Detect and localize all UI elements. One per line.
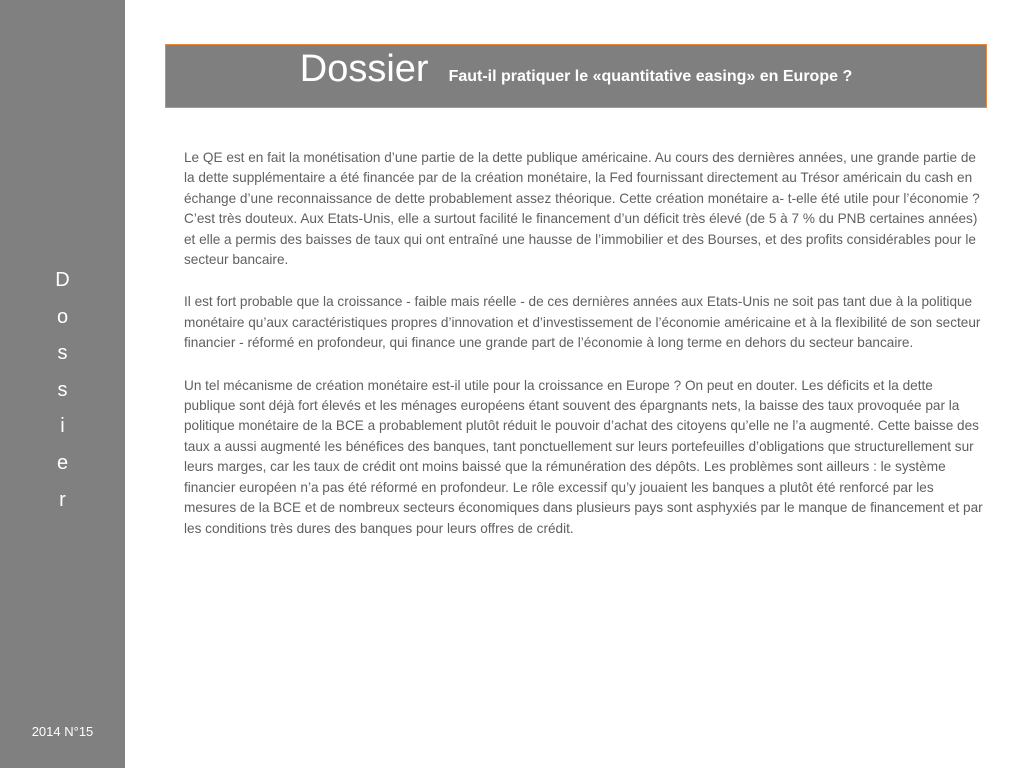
paragraph: Le QE est en fait la monétisation d’une partie de la dette publique américaine. Au cours des dernières années, une grande partie de la dette supplémentaire a été financée par de la création monétaire, la Fed fournissant directement au Trésor américain du cash en échange d’une reconnaissance de dette probablement assez théorique. Cette création monétaire a- t-elle été utile pour l’économie ? C’est très douteux. Aux Etats-Unis, elle a surtout facilité le financement d’un déficit très élevé (de 5 à 7 % du PNB certaines années) et elle a permis des baisses de taux qui ont entraîné une hausse de l’immobilier et des Bourses, et des profits considérables pour le secteur bancaire. <box>184 150 980 268</box>
title-banner <box>165 44 987 108</box>
sidebar-letter: e <box>56 451 69 474</box>
sidebar-letter: s <box>57 342 68 365</box>
sidebar <box>0 0 125 768</box>
page-title: Dossier <box>299 48 429 90</box>
sidebar-letter: i <box>60 415 65 438</box>
article-body <box>184 148 984 561</box>
paragraph: Il est fort probable que la croissance - faible mais réelle - de ces dernières années aux Etats-Unis ne soit pas tant due à la politique monétaire qu’aux caractéristiques propres d’innovation et d’investissement de l’économie américaine et à la flexibilité de son secteur financier - réformé en profondeur, qui finance une grande part de l’économie à long terme en dehors du secteur bancaire. <box>184 294 981 351</box>
sidebar-letter: s <box>57 378 68 401</box>
sidebar-vertical-title <box>0 262 125 518</box>
paragraph: Un tel mécanisme de création monétaire est-il utile pour la croissance en Europe ? On peut en douter. Les déficits et la dette publique sont déjà fort élevés et les ménages européens étant souvent des épargnants nets, la baisse des taux provoquée par la politique monétaire de la BCE a probablement plutôt réduit le pouvoir d’achat des citoyens qu’elle ne l’a augmenté. Cette baisse des taux a aussi augmenté les bénéfices des banques, tant ponctuellement sur leurs portefeuilles d’obligations que structurellement sur leurs marges, car les taux de crédit ont moins baissé que la rémunération des dépôts. Les problèmes sont ailleurs : le système financier européen n’a pas été réformé en profondeur. Le rôle excessif qu’y jouaient les banques a plutôt été renforcé par les mesures de la BCE et de nombreux secteurs économiques dans plusieurs pays sont asphyxiés par le manque de financement et par les conditions très dures des banques pour leurs offres de crédit. <box>184 377 983 536</box>
sidebar-letter: o <box>56 305 69 328</box>
sidebar-letter: D <box>55 269 70 291</box>
issue-number: 2014 N°15 <box>31 724 94 739</box>
sidebar-letter: r <box>59 488 66 511</box>
page-subtitle: Faut-il pratiquer le «quantitative easing» en Europe ? <box>448 68 853 85</box>
